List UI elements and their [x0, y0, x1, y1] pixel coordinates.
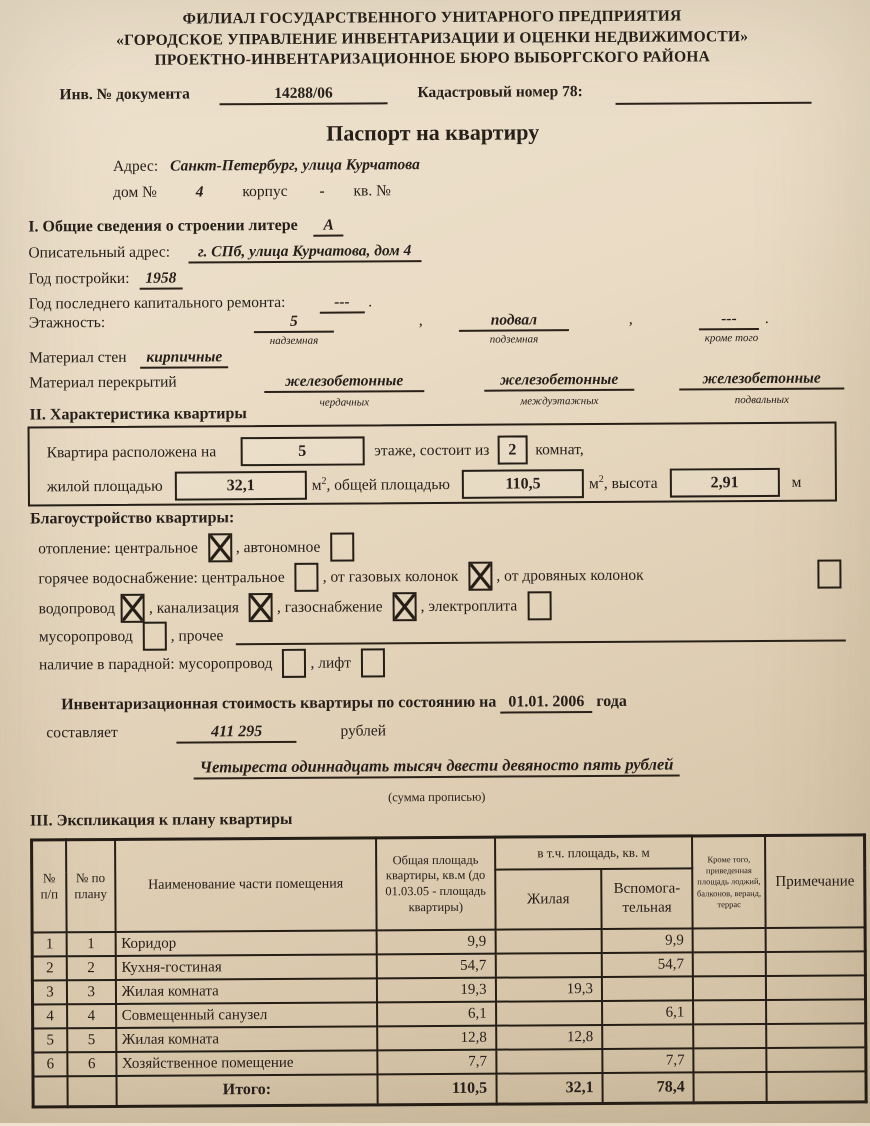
cell-extra [693, 1000, 766, 1024]
cell-total: 9,9 [377, 930, 496, 955]
electric-stove-checkbox [527, 591, 551, 620]
cell-note [766, 951, 866, 976]
walls-material-line [29, 344, 869, 369]
gas-supply-checkbox [392, 592, 416, 621]
amenity-line-entrance [39, 645, 846, 679]
org-header [0, 5, 867, 72]
cell-note [766, 999, 866, 1024]
slab-interfloor-value: железобетонные [484, 371, 634, 392]
section1-heading-text: I. Общие сведения о строении литере [28, 216, 298, 236]
cell-name: Совмещенный санузел [116, 1002, 378, 1028]
cell-name: Кухня-гостиная [115, 954, 377, 980]
consists-text: этаже, состоит из [374, 441, 490, 459]
descriptive-address-line [28, 239, 868, 264]
valuation-text: Инвентаризационная стоимость квартиры по состоянию на [61, 693, 497, 714]
sewerage-checkbox [249, 593, 273, 622]
rubles-label: рублей [340, 722, 387, 740]
wood-column-checkbox [817, 560, 841, 589]
garbage-chute-label: мусоропровод [38, 627, 133, 645]
build-year-label: Год постройки: [28, 269, 130, 288]
elevator-checkbox [361, 648, 385, 677]
total-aux-sum: 78,4 [602, 1072, 693, 1103]
descriptive-address-label: Описательный адрес: [28, 243, 171, 262]
floors-other-note: кроме того [704, 332, 759, 345]
floors-comma-1: , [418, 312, 423, 330]
cell-num: 3 [32, 980, 67, 1004]
unit-sup: 2 [598, 473, 604, 485]
heating-central-checkbox [208, 533, 232, 562]
cell-empty [33, 1076, 68, 1107]
litera-value: А [314, 217, 344, 237]
apartment-characteristics-box [28, 422, 837, 507]
building-label: корпус [242, 182, 288, 201]
slab-interfloor-note: междуэтажных [520, 394, 599, 408]
cell-aux: 54,7 [602, 952, 693, 977]
address-value: Санкт-Петербург, улица Курчатова [170, 156, 420, 175]
valuation-year-word: года [596, 692, 627, 711]
cell-total: 12,8 [377, 1026, 496, 1051]
heating-autonomous-checkbox [330, 532, 354, 561]
building-value: - [319, 182, 325, 200]
entrance-chute-checkbox [282, 649, 306, 678]
characteristics-row-2 [47, 468, 827, 502]
col-header-incl-area: в т.ч. площадь, кв. м [495, 836, 693, 870]
rooms-value-box: 2 [497, 435, 527, 464]
floors-below-value: подвал [459, 311, 569, 332]
section3-heading: III. Экспликация к плану квартиры [29, 810, 293, 830]
document-meta-row [0, 81, 868, 112]
cell-note [767, 1071, 867, 1102]
water-supply-label: водопровод [38, 599, 116, 617]
cell-plan: 1 [67, 932, 116, 956]
valuation-date: 01.01. 2006 [500, 693, 592, 714]
gas-column-label: , от газовых колонок [322, 567, 459, 586]
cell-name: Жилая комната [115, 978, 377, 1004]
valuation-amount: 411 295 [177, 723, 297, 744]
house-line [113, 182, 391, 202]
unit-m: м [311, 476, 322, 494]
cell-living [495, 929, 602, 954]
flat-label: кв. № [353, 182, 391, 200]
slabs-material-label: Материал перекрытий [29, 373, 177, 392]
cell-num: 6 [33, 1052, 68, 1076]
org-line-3: ПРОЕКТНО-ИНВЕНТАРИЗАЦИОННОЕ БЮРО ВЫБОРГСКОГО РАЙОНА [154, 48, 711, 69]
address-label: Адрес: [112, 157, 159, 175]
cell-note [766, 1023, 866, 1048]
heating-central-label: отопление: центральное [38, 538, 198, 557]
total-area-unit [589, 474, 658, 494]
cell-aux: 9,9 [602, 928, 693, 953]
cell-total: 19,3 [377, 978, 496, 1003]
table-total-row [33, 1071, 866, 1107]
floors-below-note: подземная [489, 333, 539, 346]
gas-supply-label: , газоснабжение [276, 597, 383, 616]
living-area-value-box: 32,1 [175, 471, 307, 501]
amount-in-words: Четыреста одиннадцать тысяч двести девяносто пять рублей [194, 755, 680, 780]
total-area-sum: 110,5 [378, 1074, 497, 1105]
cell-empty [67, 1076, 116, 1107]
col-header-name: Наименование части помещения [115, 838, 377, 932]
col-header-aux: Вспомога- тельная [601, 868, 693, 929]
gas-column-checkbox [468, 562, 492, 591]
amenity-line-heating [38, 529, 845, 563]
cell-num: 5 [33, 1028, 68, 1052]
amount-in-words-line [2, 753, 870, 778]
hot-water-central-label: горячее водоснабжение: центральное [38, 568, 285, 587]
inventory-number-value: 14288/06 [219, 84, 387, 105]
explication-table [30, 833, 868, 1108]
unit-sup: 2 [321, 475, 327, 487]
cell-note [766, 1047, 866, 1072]
cell-living [496, 1001, 603, 1026]
last-repair-label: Год последнего капитального ремонта: [28, 293, 286, 313]
cell-extra [693, 928, 766, 952]
valuation-line-2 [46, 719, 870, 744]
cell-living: 12,8 [496, 1025, 603, 1050]
cell-aux: 6,1 [602, 1000, 693, 1025]
located-text: Квартира расположена на [46, 442, 217, 461]
amounts-to-label: составляет [46, 723, 118, 742]
elevator-label: , лифт [310, 654, 352, 672]
living-area-unit [312, 475, 450, 495]
cell-extra [693, 1024, 766, 1048]
cell-total: 7,7 [377, 1050, 496, 1075]
house-label: дом № [113, 183, 157, 201]
height-value-box: 2,91 [669, 468, 779, 498]
build-year-value: 1958 [139, 270, 182, 290]
garbage-chute-checkbox [143, 622, 167, 651]
page-title: Паспорт на квартиру [326, 119, 540, 146]
wood-column-label: , от дровяных колонок [496, 566, 644, 585]
cadastral-number-label: Кадастровый номер 78: [417, 83, 583, 102]
floors-above-note: надземная [269, 334, 319, 348]
address-line [113, 156, 420, 176]
electric-stove-label: , электроплита [420, 596, 518, 615]
sewerage-label: , канализация [148, 598, 240, 617]
cell-num: 4 [33, 1004, 68, 1028]
valuation-line-1 [61, 691, 870, 716]
build-year-line [29, 265, 869, 290]
section1-heading [28, 213, 868, 238]
amenity-line-hot-water [38, 559, 845, 593]
walls-material-value: кирпичные [140, 348, 228, 369]
slab-attic-note: чердачных [319, 396, 370, 409]
cell-note [766, 927, 866, 952]
floors-other-dot: . [764, 309, 769, 327]
cell-aux [602, 1024, 693, 1049]
cell-note [766, 975, 866, 1000]
slab-basement-value: железобетонные [679, 369, 844, 390]
slab-basement-note: подвальных [734, 393, 790, 407]
col-header-total-area: Общая площадь квартиры, кв.м (до 01.03.05 - площадь квартиры) [376, 837, 495, 930]
unit-m: м [588, 475, 599, 493]
cell-aux [602, 976, 693, 1001]
cell-living: 19,3 [495, 977, 602, 1002]
floor-value-box: 5 [240, 436, 364, 466]
cell-extra [694, 1072, 767, 1103]
water-supply-checkbox [121, 594, 145, 623]
col-header-extra-area: Кроме того, приведенная площадь лоджий, балконов, веранд, террас [692, 835, 766, 928]
inventory-number-label: Инв. № документа [59, 85, 190, 104]
table-header-row-1 [32, 835, 865, 873]
cell-living [496, 1049, 603, 1074]
cell-living [495, 953, 602, 978]
cell-extra [694, 1048, 767, 1072]
cadastral-number-blank [615, 82, 811, 105]
last-repair-dot: . [368, 293, 373, 311]
heating-autonomous-label: , автономное [235, 538, 321, 556]
col-header-living: Жилая [495, 869, 602, 930]
org-line-1: ФИЛИАЛ ГОСУДАРСТВЕННОГО УНИТАРНОГО ПРЕДПРИЯТИЯ [182, 7, 682, 28]
cell-plan: 2 [67, 956, 116, 980]
descriptive-address-value: г. СПб, улица Курчатова, дом 4 [188, 242, 422, 263]
floors-label: Этажность: [28, 314, 106, 332]
total-living-sum: 32,1 [496, 1073, 603, 1104]
floors-other-value: --- [699, 310, 759, 330]
living-area-label: жилой площадью [46, 477, 163, 495]
total-area-value-box: 110,5 [462, 469, 584, 499]
cell-num: 1 [32, 932, 67, 956]
walls-material-label: Материал стен [29, 348, 127, 367]
hot-water-central-checkbox [295, 563, 319, 592]
cell-name: Хозяйственное помещение [116, 1050, 378, 1076]
rooms-text: комнат, [535, 440, 584, 458]
height-unit: м [791, 473, 802, 491]
characteristics-row-1 [47, 434, 827, 468]
cell-total: 54,7 [377, 954, 496, 979]
amount-in-words-note: (сумма прописью) [388, 789, 486, 805]
cell-extra [693, 952, 766, 976]
floors-comma-2: , [628, 310, 633, 328]
last-repair-value: --- [319, 293, 364, 313]
cell-plan: 4 [67, 1004, 116, 1028]
cell-name: Коридор [115, 930, 377, 956]
entrance-chute-label: наличие в парадной: мусоропровод [38, 654, 273, 673]
slab-attic-value: железобетонные [264, 372, 424, 393]
cell-num: 2 [32, 956, 67, 980]
section2-heading: II. Характеристика квартиры [29, 405, 247, 424]
cell-total: 6,1 [377, 1002, 496, 1027]
cell-plan: 5 [67, 1028, 116, 1052]
col-header-num: № п/п [32, 840, 67, 933]
floors-above-value: 5 [254, 313, 334, 333]
cell-aux: 7,7 [602, 1048, 693, 1073]
other-label: , прочее [170, 626, 224, 645]
cell-name: Жилая комната [116, 1026, 378, 1052]
cell-plan: 3 [67, 980, 116, 1004]
amenities-heading: Благоустройство квартиры: [30, 509, 235, 528]
other-blank-line [235, 623, 846, 645]
height-label: , высота [603, 474, 658, 493]
cell-plan: 6 [67, 1052, 116, 1076]
col-header-note: Примечание [765, 835, 865, 928]
col-header-plan: № по плану [66, 839, 115, 932]
cell-extra [693, 976, 766, 1000]
house-value: 4 [195, 183, 204, 201]
org-line-2: «ГОРОДСКОЕ УПРАВЛЕНИЕ ИНВЕНТАРИЗАЦИИ И ОЦЕНКИ НЕДВИЖИМОСТИ» [116, 27, 749, 49]
total-label: Итого: [116, 1074, 378, 1106]
total-area-label: , общей площадью [326, 475, 451, 494]
